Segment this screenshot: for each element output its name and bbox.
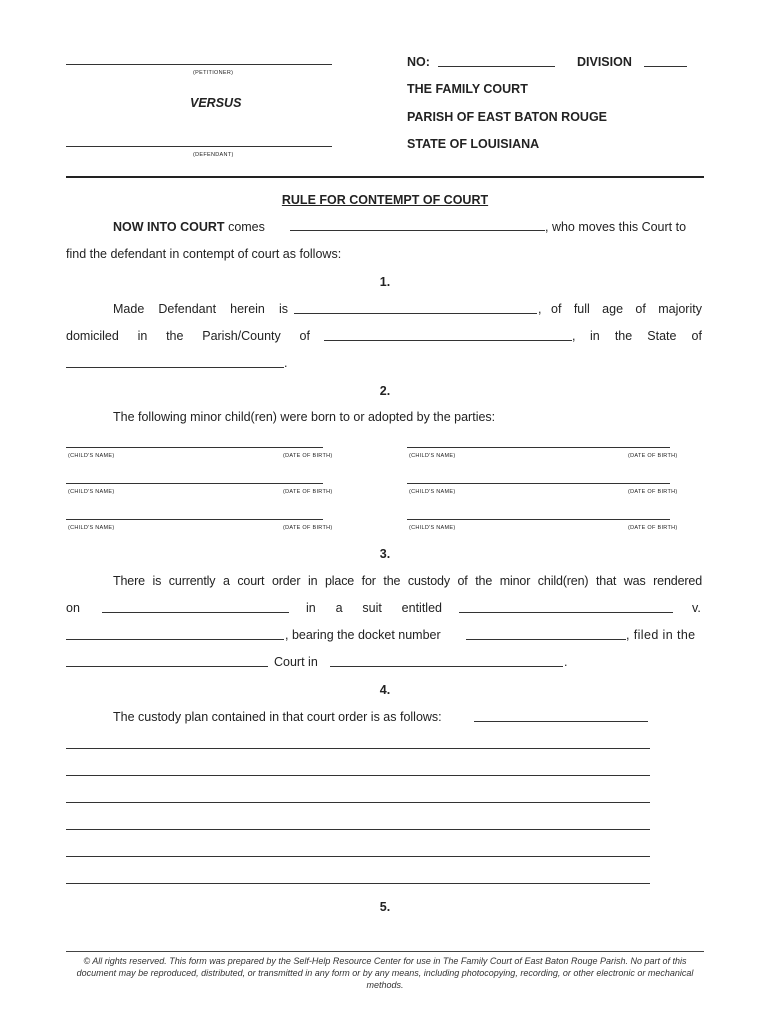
section-2-number: 2. — [379, 384, 391, 398]
word: the — [166, 329, 184, 343]
petitioner-line[interactable] — [66, 64, 332, 65]
division-field[interactable] — [644, 66, 687, 67]
dob-caption: (DATE OF BIRTH) — [628, 453, 678, 459]
filed-label: , filed in the — [626, 628, 696, 642]
word: Defendant — [158, 302, 217, 316]
word: a — [335, 601, 343, 615]
copyright-notice: © All rights reserved. This form was prepared by the Self-Help Resource Center for use in The Family Court of East Baton Rouge Parish. No part of this document may be reproduced, distributed, or transmitted in any form or by any means, including photocopying, recording, or other electronic or mechanical methods. — [76, 956, 694, 990]
court-location-field[interactable] — [330, 666, 563, 667]
child-name-caption: (CHILD'S NAME) — [68, 453, 115, 459]
word: in — [590, 329, 600, 343]
section-3-line-2-mid — [306, 601, 442, 615]
intro-lead: NOW INTO COURT — [113, 220, 225, 234]
child-name-caption: (CHILD'S NAME) — [409, 525, 456, 531]
custody-plan-line[interactable] — [66, 802, 650, 803]
section-5-number: 5. — [379, 900, 391, 914]
state-field[interactable] — [66, 367, 284, 368]
parish-county-field[interactable] — [324, 340, 572, 341]
dob-caption: (DATE OF BIRTH) — [283, 525, 333, 531]
section-4-text: The custody plan contained in that court order is as follows: — [113, 710, 442, 724]
custody-plan-line[interactable] — [66, 748, 650, 749]
child-name-caption: (CHILD'S NAME) — [68, 489, 115, 495]
word: entitled — [401, 601, 442, 615]
dob-caption: (DATE OF BIRTH) — [628, 489, 678, 495]
section-1-line-1-end — [551, 302, 702, 316]
word: domiciled — [66, 329, 119, 343]
comma: , — [572, 329, 576, 343]
child-name-field-2[interactable] — [407, 447, 670, 448]
period: . — [564, 655, 568, 669]
period: . — [284, 356, 288, 370]
petitioner-caption: (PETITIONER) — [193, 70, 234, 76]
court-name-field[interactable] — [66, 666, 268, 667]
custody-plan-line[interactable] — [66, 829, 650, 830]
defendant-caption: (DEFENDANT) — [193, 152, 234, 158]
intro-line-1 — [113, 220, 265, 234]
word: in — [137, 329, 148, 343]
word: suit — [362, 601, 382, 615]
dob-caption: (DATE OF BIRTH) — [283, 489, 333, 495]
word: full — [573, 302, 590, 316]
docket-label: , bearing the docket number — [285, 628, 441, 642]
comma: , — [538, 302, 542, 316]
custody-plan-field[interactable] — [474, 721, 648, 722]
suit-defendant-field[interactable] — [66, 639, 284, 640]
word: of — [635, 302, 646, 316]
intro-comes: comes — [228, 220, 265, 234]
section-2-text: The following minor child(ren) were born to or adopted by the parties: — [113, 410, 496, 424]
word-on: on — [66, 601, 80, 615]
court-parish: PARISH OF EAST BATON ROUGE — [407, 110, 608, 124]
court-name: THE FAMILY COURT — [407, 82, 528, 96]
child-name-field-5[interactable] — [66, 519, 323, 520]
division-label: DIVISION — [577, 55, 632, 69]
section-4-number: 4. — [379, 683, 391, 697]
custody-plan-line[interactable] — [66, 856, 650, 857]
word: majority — [658, 302, 702, 316]
custody-plan-line[interactable] — [66, 883, 650, 884]
word: herein — [230, 302, 265, 316]
word: age — [602, 302, 624, 316]
child-name-field-6[interactable] — [407, 519, 670, 520]
section-1-number: 1. — [379, 275, 391, 289]
child-name-field-3[interactable] — [66, 483, 323, 484]
section-1-line-2-start — [66, 329, 310, 343]
suit-plaintiff-field[interactable] — [459, 612, 673, 613]
case-number-field[interactable] — [438, 66, 555, 67]
docket-number-field[interactable] — [466, 639, 626, 640]
child-name-caption: (CHILD'S NAME) — [68, 525, 115, 531]
intro-tail: , who moves this Court to — [545, 220, 687, 234]
dob-caption: (DATE OF BIRTH) — [283, 453, 333, 459]
word: Parish/County — [202, 329, 281, 343]
petitioner-name-field[interactable] — [290, 230, 545, 231]
section-1-line-1-start — [113, 302, 288, 316]
order-date-field[interactable] — [102, 612, 289, 613]
dob-caption: (DATE OF BIRTH) — [628, 525, 678, 531]
custody-plan-line[interactable] — [66, 775, 650, 776]
word: of — [551, 302, 562, 316]
section-1-line-2-end — [590, 329, 702, 343]
defendant-name-field[interactable] — [294, 313, 537, 314]
court-state: STATE OF LOUISIANA — [407, 137, 540, 151]
word: the — [614, 329, 633, 343]
word: Made — [113, 302, 145, 316]
section-3-line-1: There is currently a court order in place for the custody of the minor child(ren) that was rendered — [113, 574, 702, 588]
section-3-number: 3. — [379, 547, 391, 561]
child-name-field-1[interactable] — [66, 447, 323, 448]
word: in — [306, 601, 316, 615]
word: is — [278, 302, 288, 316]
intro-line-2: find the defendant in contempt of court as follows: — [66, 247, 342, 261]
child-name-caption: (CHILD'S NAME) — [409, 489, 456, 495]
word-v: v. — [692, 601, 701, 615]
defendant-line[interactable] — [66, 146, 332, 147]
word: State — [647, 329, 677, 343]
footer-divider — [66, 951, 704, 952]
document-title: RULE FOR CONTEMPT OF COURT — [281, 193, 489, 207]
word: of — [691, 329, 702, 343]
court-in-label: Court in — [274, 655, 318, 669]
versus-label: VERSUS — [190, 96, 242, 110]
case-number-label: NO: — [407, 55, 430, 69]
child-name-field-4[interactable] — [407, 483, 670, 484]
header-divider — [66, 176, 704, 178]
word: of — [299, 329, 310, 343]
child-name-caption: (CHILD'S NAME) — [409, 453, 456, 459]
